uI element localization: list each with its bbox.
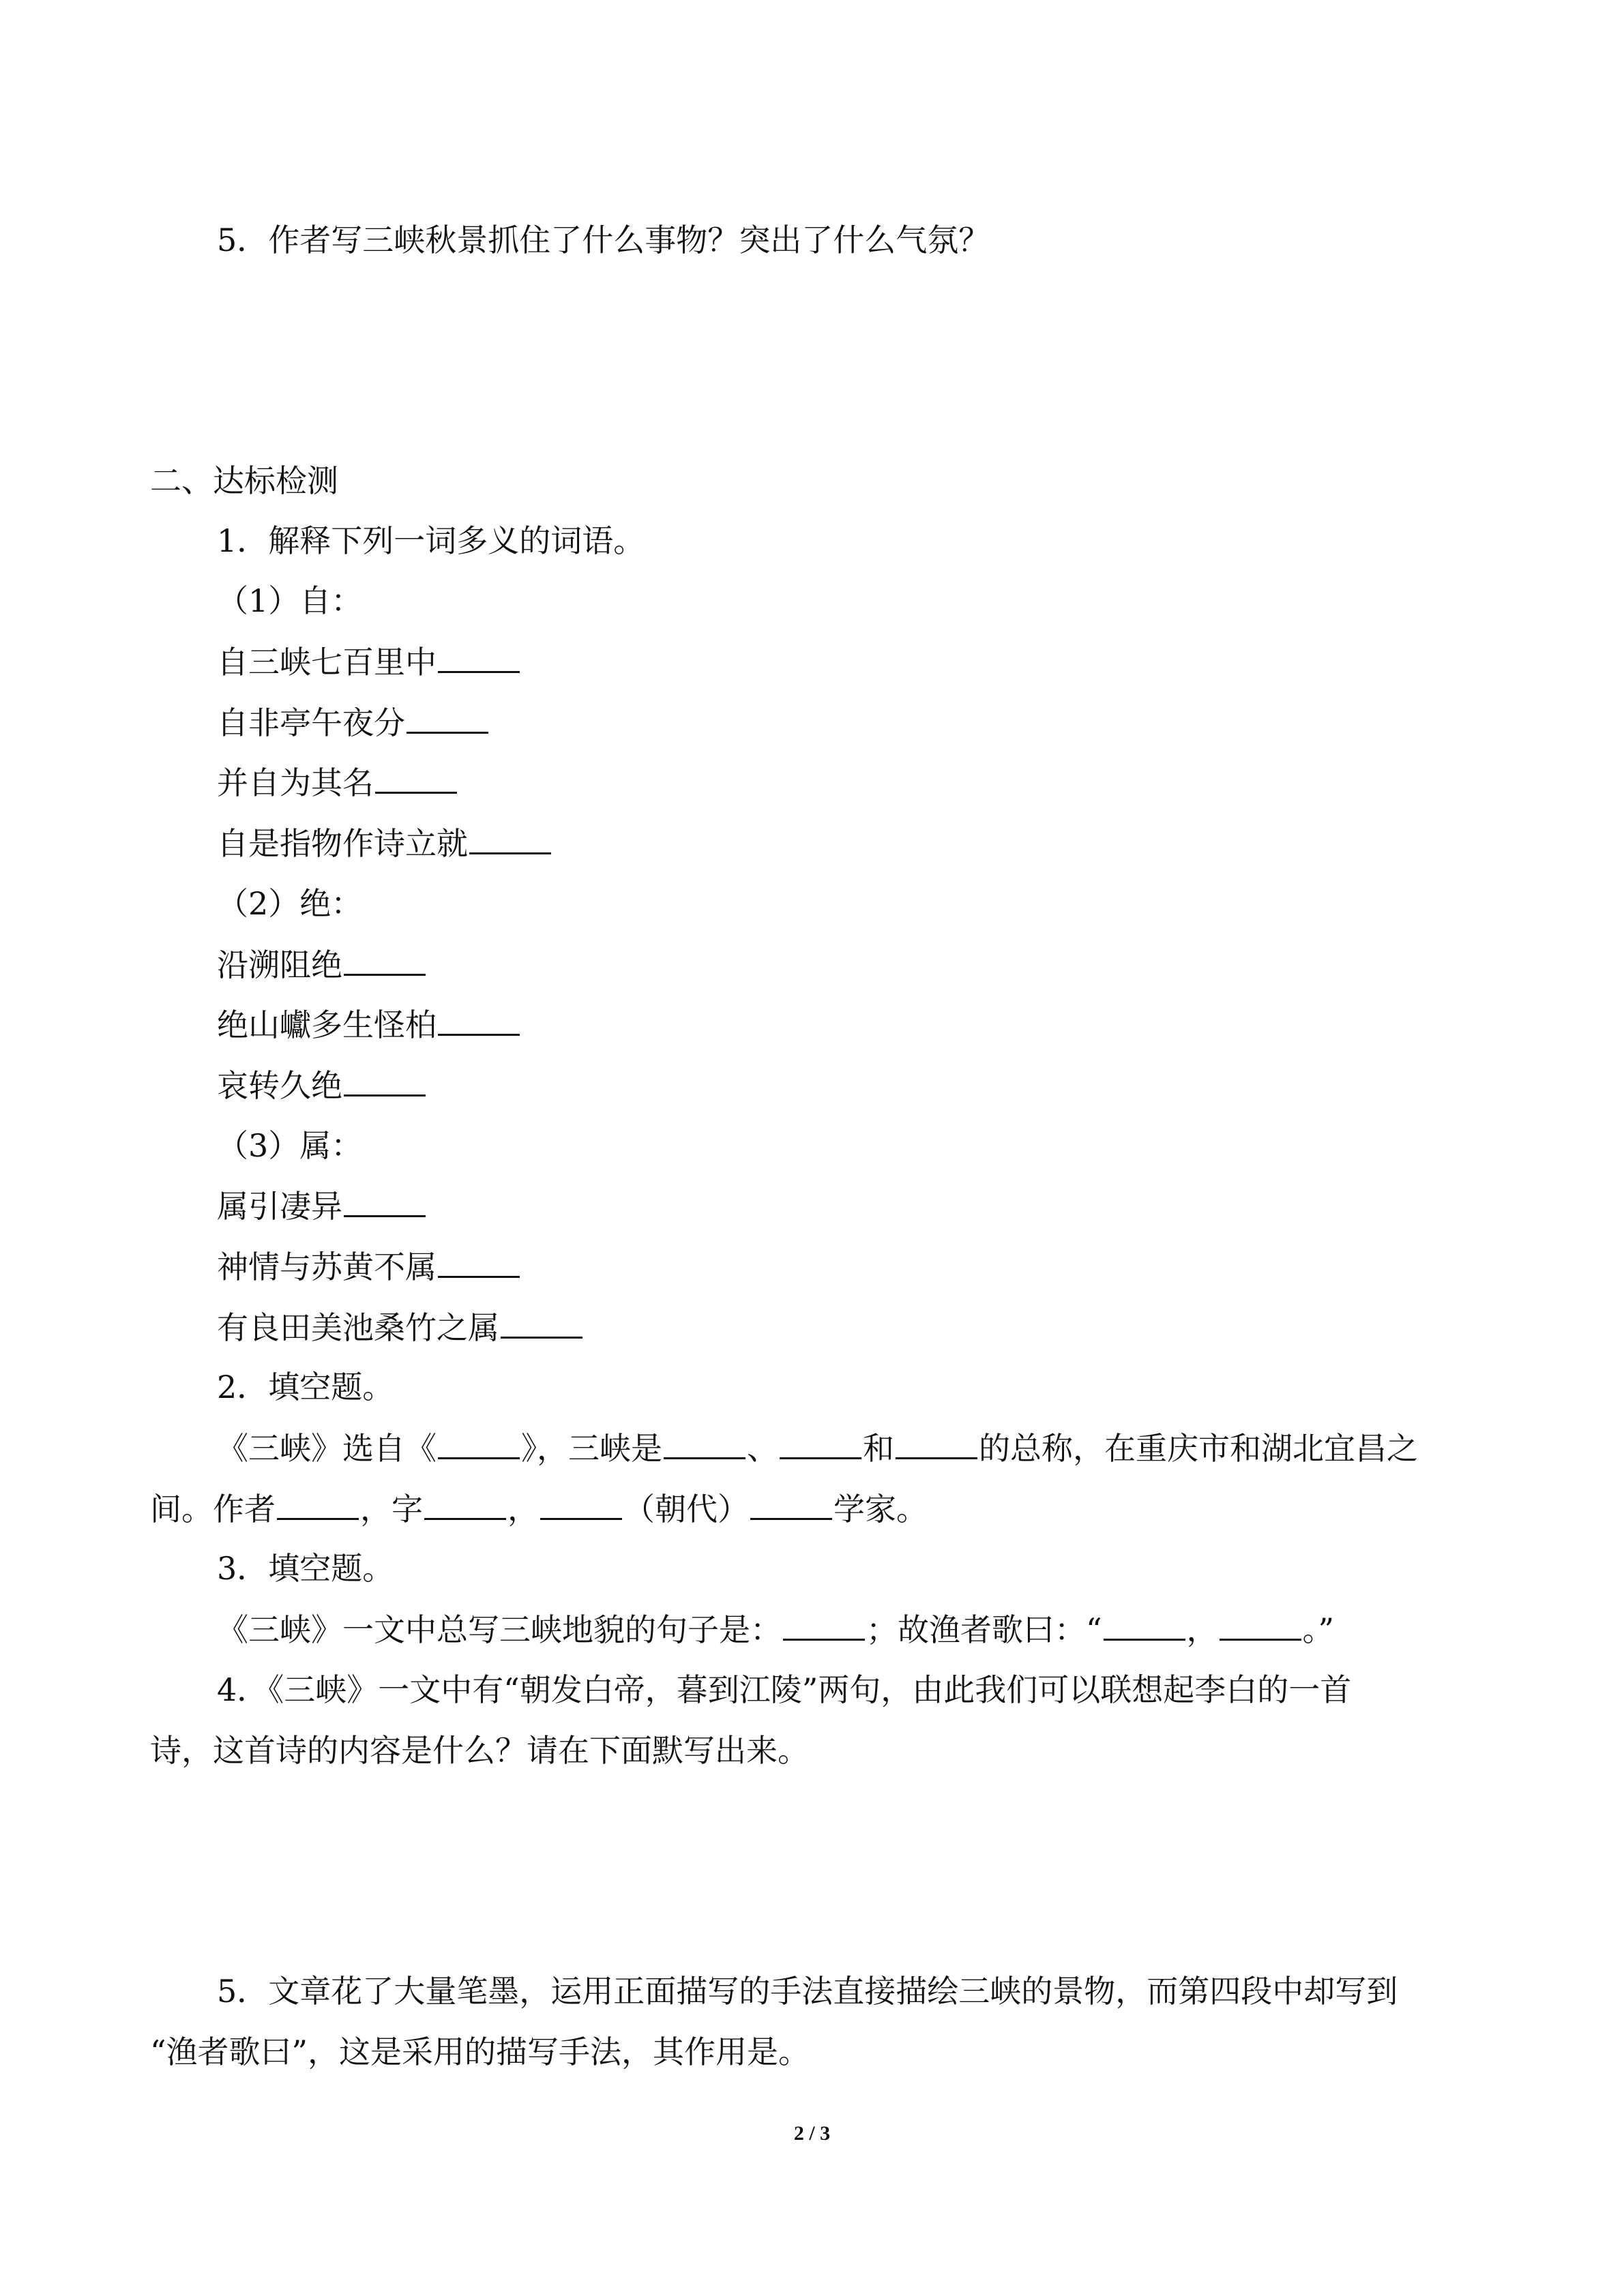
answer-blank[interactable] (783, 1609, 865, 1641)
question-5-top: 5．作者写三峡秋景抓住了什么事物？突出了什么气氛？ (217, 222, 990, 258)
q2-stem: 2．填空题。 (217, 1369, 394, 1405)
answer-blank[interactable] (896, 1427, 977, 1459)
answer-blank[interactable] (424, 1488, 506, 1520)
answer-blank[interactable] (750, 1488, 832, 1520)
q1-item: 自是指物作诗立就 (217, 822, 552, 864)
q4-line2: 诗，这首诗的内容是什么？请在下面默写出来。 (150, 1732, 809, 1769)
answer-blank[interactable] (344, 944, 426, 976)
answer-blank[interactable] (438, 641, 520, 673)
answer-blank[interactable] (664, 1427, 745, 1459)
section-title: 二、达标检测 (150, 462, 338, 499)
q1-stem: 1．解释下列一词多义的词语。 (217, 522, 645, 559)
answer-blank[interactable] (1220, 1609, 1301, 1641)
q2-line1: 《三峡》选自《 》，三峡是 、 和 的总称，在重庆市和湖北宜昌之 (217, 1427, 1418, 1469)
answer-blank[interactable] (469, 822, 551, 854)
answer-blank[interactable] (344, 1185, 426, 1217)
q1-item: 自非亭午夜分 (217, 702, 490, 743)
q1-group3-label: （3）属： (217, 1127, 363, 1164)
answer-blank[interactable] (375, 762, 457, 794)
q1-item: 并自为其名 (217, 762, 458, 803)
q4-line1: 4．《三峡》一文中有“朝发白帝，暮到江陵”两句，由此我们可以联想起李白的一首 (217, 1671, 1352, 1708)
answer-blank[interactable] (438, 1246, 520, 1278)
page-number: 2 / 3 (793, 2122, 831, 2145)
q1-item: 属引凄异 (217, 1185, 427, 1227)
answer-blank[interactable] (344, 1064, 426, 1097)
q5-line1: 5．文章花了大量笔墨，运用正面描写的手法直接描绘三峡的景物，而第四段中却写到 (217, 1973, 1398, 2010)
q1-item: 有良田美池桑竹之属 (217, 1307, 584, 1348)
answer-blank[interactable] (540, 1488, 622, 1520)
answer-blank[interactable] (438, 1004, 520, 1036)
answer-blank[interactable] (438, 1427, 520, 1459)
q1-group1-label: （1）自： (217, 582, 363, 619)
q1-item: 沿溯阻绝 (217, 944, 427, 985)
answer-blank[interactable] (407, 702, 488, 734)
q1-item: 绝山巘多生怪柏 (217, 1004, 521, 1045)
q3-line1: 《三峡》一文中总写三峡地貌的句子是： ；故渔者歌曰：“ ， 。” (217, 1609, 1334, 1650)
q2-line2: 间。作者 ，字 ， （朝代） 学家。 (150, 1488, 928, 1530)
q1-item: 神情与苏黄不属 (217, 1246, 521, 1287)
q3-stem: 3．填空题。 (217, 1550, 394, 1587)
answer-blank[interactable] (780, 1427, 861, 1459)
answer-blank[interactable] (501, 1307, 582, 1339)
q1-item: 哀转久绝 (217, 1064, 427, 1106)
q1-group2-label: （2）绝： (217, 885, 363, 922)
q1-item: 自三峡七百里中 (217, 641, 521, 683)
answer-blank[interactable] (1104, 1609, 1185, 1641)
answer-blank[interactable] (277, 1488, 359, 1520)
q5-line2: “渔者歌曰”，这是采用的描写手法，其作用是。 (150, 2033, 810, 2070)
